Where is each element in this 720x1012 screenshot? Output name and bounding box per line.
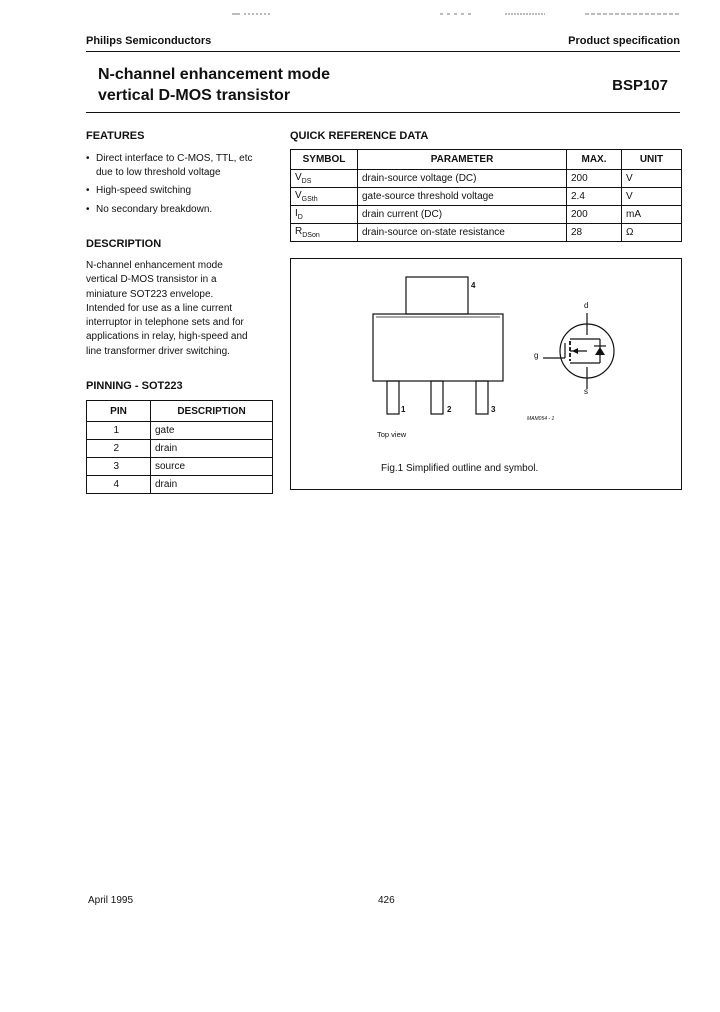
max-col-header: MAX. xyxy=(567,150,622,170)
pin-desc: gate xyxy=(151,422,273,440)
features-list xyxy=(86,152,286,221)
pin-desc: drain xyxy=(151,476,273,494)
symbol-cell xyxy=(291,170,358,188)
gate-symbol-label: g xyxy=(534,351,539,360)
description-line: N-channel enhancement mode xyxy=(86,260,223,271)
pinning-table xyxy=(86,400,273,494)
symbol-subscript: GSth xyxy=(301,196,318,203)
max-cell: 28 xyxy=(567,224,622,242)
quick-ref-table xyxy=(290,149,682,242)
table-row xyxy=(87,440,273,458)
title-line-2: vertical D-MOS transistor xyxy=(98,87,291,104)
symbol-subscript: DS xyxy=(301,178,312,185)
description-line: interruptor in telephone sets and for xyxy=(86,317,244,329)
feature-item xyxy=(86,203,286,217)
pin-number: 2 xyxy=(87,440,151,458)
symbol-letter: V xyxy=(295,190,302,201)
pin-col-header: PIN xyxy=(87,401,151,422)
symbol-cell xyxy=(291,206,358,224)
symbol-subscript: DSon xyxy=(302,232,320,239)
description-heading: DESCRIPTION xyxy=(86,238,162,250)
pin-2-label: 2 xyxy=(447,405,452,414)
table-row xyxy=(87,422,273,440)
title-line-1: N-channel enhancement mode xyxy=(98,66,331,83)
table-row xyxy=(291,188,682,206)
feature-item xyxy=(86,184,286,198)
features-heading: FEATURES xyxy=(86,130,145,142)
title-rule xyxy=(86,112,680,113)
symbol-subscript: D xyxy=(297,214,303,221)
figure-caption: Fig.1 Simplified outline and symbol. xyxy=(381,463,539,474)
pin-number: 3 xyxy=(87,458,151,476)
pin-desc: drain xyxy=(151,440,273,458)
parameter-cell: drain-source on-state resistance xyxy=(358,224,567,242)
symbol-cell xyxy=(291,188,358,206)
part-number: BSP107 xyxy=(612,77,668,94)
feature-item-cont xyxy=(86,166,286,180)
package-body xyxy=(373,314,503,381)
header-rule xyxy=(86,51,680,52)
max-cell: 200 xyxy=(567,206,622,224)
company-name: Philips Semiconductors xyxy=(86,35,212,47)
package-pin-3 xyxy=(476,381,488,414)
description-line: Intended for use as a line current xyxy=(86,302,233,314)
feature-text: Direct interface to C-MOS, TTL, etc xyxy=(96,153,253,164)
figure-drawing xyxy=(291,259,681,489)
feature-text: High-speed switching xyxy=(96,185,192,196)
symbol-letter: I xyxy=(295,208,298,219)
description-line: line transformer driver switching. xyxy=(86,345,230,357)
package-tab xyxy=(406,277,468,314)
feature-text: No secondary breakdown. xyxy=(96,203,213,215)
pin-3-label: 3 xyxy=(491,405,496,414)
diode-triangle xyxy=(595,347,605,355)
table-row xyxy=(291,224,682,242)
quick-ref-heading: QUICK REFERENCE DATA xyxy=(290,130,429,142)
feature-item xyxy=(86,152,286,166)
description-line: miniature SOT223 envelope. xyxy=(86,288,214,300)
footer-date: April 1995 xyxy=(88,895,134,906)
top-view-label: Top view xyxy=(377,430,407,439)
unit-col-header: UNIT xyxy=(622,150,682,170)
max-cell: 200 xyxy=(567,170,622,188)
pin-number: 1 xyxy=(87,422,151,440)
quick-ref-header-row xyxy=(291,150,682,170)
pin-number: 4 xyxy=(87,476,151,494)
body-arrow xyxy=(572,348,578,354)
desc-col-header: DESCRIPTION xyxy=(151,401,273,422)
page-title xyxy=(98,64,330,106)
parameter-col-header: PARAMETER xyxy=(358,150,567,170)
max-cell: 2.4 xyxy=(567,188,622,206)
table-row xyxy=(291,206,682,224)
pinning-heading: PINNING - SOT223 xyxy=(86,380,183,392)
table-row xyxy=(87,458,273,476)
figure-code: MAM054 - 1 xyxy=(527,416,555,422)
unit-cell: Ω xyxy=(622,224,682,242)
table-row xyxy=(87,476,273,494)
package-pin-2 xyxy=(431,381,443,414)
feature-text: due to low threshold voltage xyxy=(96,166,221,178)
pinning-header-row xyxy=(87,401,273,422)
unit-cell: V xyxy=(622,170,682,188)
doc-type: Product specification xyxy=(568,35,680,47)
description-line: applications in relay, high-speed and xyxy=(86,331,248,343)
unit-cell: V xyxy=(622,188,682,206)
parameter-cell: drain-source voltage (DC) xyxy=(358,170,567,188)
symbol-col-header: SYMBOL xyxy=(291,150,358,170)
pin-desc: source xyxy=(151,458,273,476)
drain-symbol-label: d xyxy=(584,301,589,310)
page-number: 426 xyxy=(378,895,395,906)
parameter-cell: drain current (DC) xyxy=(358,206,567,224)
symbol-letter: R xyxy=(295,226,303,237)
pin-1-label: 1 xyxy=(401,405,406,414)
parameter-cell: gate-source threshold voltage xyxy=(358,188,567,206)
table-row xyxy=(291,170,682,188)
figure-box xyxy=(290,258,682,490)
symbol-cell xyxy=(291,224,358,242)
symbol-letter: V xyxy=(295,172,302,183)
scan-marks-svg xyxy=(0,11,720,17)
description-text xyxy=(86,259,286,359)
package-pin-1 xyxy=(387,381,399,414)
scan-marks xyxy=(0,4,720,10)
description-line: vertical D-MOS transistor in a xyxy=(86,274,217,286)
source-symbol-label: s xyxy=(584,387,588,396)
pin-4-label: 4 xyxy=(471,281,476,290)
unit-cell: mA xyxy=(622,206,682,224)
